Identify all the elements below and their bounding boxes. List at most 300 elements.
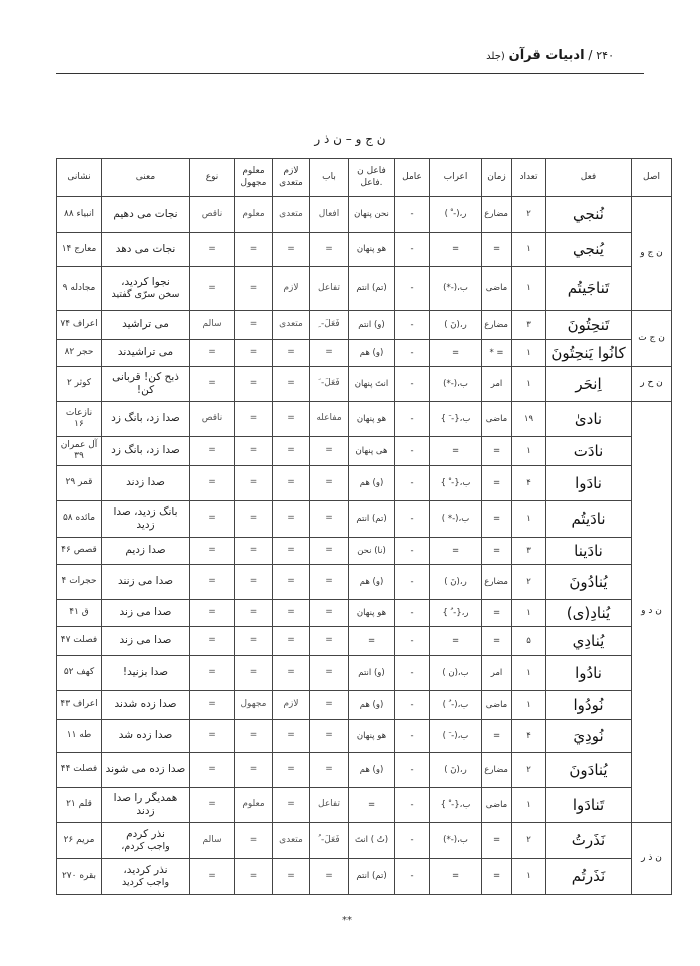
irab-cell: ب،{- ْ } [430, 788, 482, 823]
fail-cell: نحن پنهان [349, 197, 395, 233]
amel-cell: - [395, 753, 430, 788]
bab-cell: = [310, 466, 349, 501]
mana-cell: می تراشیدند [102, 340, 190, 367]
malum-cell: = [235, 267, 273, 311]
zaman-cell: ماضی [482, 402, 512, 437]
now-cell: ناقص [190, 197, 235, 233]
tedad-cell: ۱ [512, 656, 546, 691]
tedad-cell: ۱ [512, 340, 546, 367]
malum-cell: = [235, 402, 273, 437]
mana-cell: صدا می زنند [102, 565, 190, 600]
mana-cell: صدا می زند [102, 627, 190, 656]
header-malum: معلوم مجهول [235, 159, 273, 197]
zaman-cell: امر [482, 367, 512, 402]
amel-cell: - [395, 233, 430, 267]
amel-cell: - [395, 267, 430, 311]
now-cell: = [190, 340, 235, 367]
irab-cell: ب،(ن ) [430, 656, 482, 691]
irab-cell: ب،(-*) [430, 267, 482, 311]
header-tedad: تعداد [512, 159, 546, 197]
neshani-cell: کوثر ۲ [57, 367, 102, 402]
now-cell: سالم [190, 311, 235, 340]
book-title: ادبیات قرآن [508, 48, 585, 63]
lazem-cell: متعدی [273, 197, 310, 233]
bab-cell: = [310, 753, 349, 788]
table-row [57, 627, 672, 656]
amel-cell: - [395, 823, 430, 859]
mana-cell: صدا زده می شوند [102, 753, 190, 788]
neshani-cell: ق ۴۱ [57, 600, 102, 627]
table-row [57, 501, 672, 538]
tedad-cell: ۱ [512, 233, 546, 267]
amel-cell: - [395, 466, 430, 501]
bab-cell: فَعَلَ- َ [310, 367, 349, 402]
zaman-cell: ماضی [482, 691, 512, 720]
neshani-cell: طه ۱۱ [57, 720, 102, 753]
fail-cell: = [349, 788, 395, 823]
table-row [57, 437, 672, 466]
table-row [57, 538, 672, 565]
lazem-cell: متعدی [273, 311, 310, 340]
fail-cell: (و) هم [349, 753, 395, 788]
lazem-cell: = [273, 233, 310, 267]
tedad-cell: ۱ [512, 367, 546, 402]
amel-cell: - [395, 367, 430, 402]
lazem-cell: = [273, 501, 310, 538]
fail-cell: هو پنهان [349, 720, 395, 753]
irab-cell: = [430, 859, 482, 895]
header-amel: عامل [395, 159, 430, 197]
mana-cell: نجات می دهد [102, 233, 190, 267]
now-cell: = [190, 466, 235, 501]
amel-cell: - [395, 788, 430, 823]
amel-cell: - [395, 340, 430, 367]
malum-cell: معلوم [235, 197, 273, 233]
header-irab: اعراب [430, 159, 482, 197]
bab-cell: فَعَلَ- ُ [310, 823, 349, 859]
bab-cell: = [310, 233, 349, 267]
malum-cell: = [235, 565, 273, 600]
amel-cell: - [395, 600, 430, 627]
zaman-cell: = [482, 437, 512, 466]
lazem-cell: لازم [273, 691, 310, 720]
zaman-cell: ماضی [482, 267, 512, 311]
irab-cell: ب،(- ُ ) [430, 691, 482, 720]
mana-cell: بانگ زدید، صدا زدید [102, 501, 190, 538]
amel-cell: - [395, 859, 430, 895]
fail-cell: (تم) انتم [349, 859, 395, 895]
malum-cell: = [235, 340, 273, 367]
fil-cell: يُنادِ(ی) [546, 600, 632, 627]
now-cell: = [190, 233, 235, 267]
fail-cell: (و) هم [349, 466, 395, 501]
fail-cell: (و) هم [349, 691, 395, 720]
fil-cell: تَنحِتُونَ [546, 311, 632, 340]
tedad-cell: ۱ [512, 788, 546, 823]
irab-cell: ر،{- ُ } [430, 600, 482, 627]
malum-cell: = [235, 600, 273, 627]
fail-cell: (تم) انتم [349, 501, 395, 538]
tedad-cell: ۴ [512, 720, 546, 753]
neshani-cell: حجرات ۴ [57, 565, 102, 600]
meaning-sub: سخن سرّی گفتید [111, 289, 180, 301]
fail-cell: (و) انتم [349, 656, 395, 691]
malum-cell: معلوم [235, 788, 273, 823]
malum-cell: = [235, 538, 273, 565]
malum-cell: = [235, 466, 273, 501]
fil-cell: يُنادَونَ [546, 753, 632, 788]
table-row [57, 466, 672, 501]
amel-cell: - [395, 311, 430, 340]
fil-cell: نادَت [546, 437, 632, 466]
lazem-cell: = [273, 720, 310, 753]
running-head [486, 48, 614, 63]
zaman-cell: مضارع [482, 753, 512, 788]
zaman-cell: = [482, 501, 512, 538]
fail-cell: = [349, 627, 395, 656]
amel-cell: - [395, 437, 430, 466]
tedad-cell: ۵ [512, 627, 546, 656]
zaman-cell: = [482, 720, 512, 753]
zaman-cell: ماضی [482, 788, 512, 823]
table-row [57, 311, 672, 340]
now-cell: = [190, 437, 235, 466]
amel-cell: - [395, 197, 430, 233]
neshani-cell: مجادله ۹ [57, 267, 102, 311]
irab-cell: = [430, 340, 482, 367]
table-row [57, 656, 672, 691]
bab-cell: = [310, 340, 349, 367]
neshani-cell: مائده ۵۸ [57, 501, 102, 538]
tedad-cell: ۲ [512, 565, 546, 600]
amel-cell: - [395, 720, 430, 753]
tedad-cell: ۲ [512, 197, 546, 233]
mana-cell: می تراشید [102, 311, 190, 340]
fail-cell: (تم) انتم [349, 267, 395, 311]
lazem-cell: = [273, 565, 310, 600]
mana-cell: همدیگر را صدا زدند [102, 788, 190, 823]
neshani-cell: قلم ۲۱ [57, 788, 102, 823]
zaman-cell: = [482, 233, 512, 267]
now-cell: سالم [190, 823, 235, 859]
now-cell: ناقص [190, 402, 235, 437]
header-mana: معنی [102, 159, 190, 197]
fil-cell: نُنجي [546, 197, 632, 233]
amel-cell: - [395, 627, 430, 656]
zaman-cell: = [482, 600, 512, 627]
neshani-cell: فصلت ۴۷ [57, 627, 102, 656]
zaman-cell: = * [482, 340, 512, 367]
root-cell: ن ج و [632, 197, 672, 311]
tedad-cell: ۱۹ [512, 402, 546, 437]
mana-cell [102, 823, 190, 859]
irab-cell: = [430, 538, 482, 565]
meaning-sub: واجب کردم، [121, 841, 170, 853]
header-rule [56, 73, 644, 74]
malum-cell: مجهول [235, 691, 273, 720]
lazem-cell: = [273, 340, 310, 367]
now-cell: = [190, 788, 235, 823]
lazem-cell: = [273, 367, 310, 402]
table-row [57, 267, 672, 311]
now-cell: = [190, 367, 235, 402]
tedad-cell: ۱ [512, 600, 546, 627]
irab-cell: ر،(نَ ) [430, 311, 482, 340]
fil-cell: نُودِيَ [546, 720, 632, 753]
now-cell: = [190, 656, 235, 691]
mana-cell: صدا بزنید! [102, 656, 190, 691]
neshani-cell: کهف ۵۲ [57, 656, 102, 691]
verb-analysis-table [56, 158, 672, 895]
root-cell: ن د و [632, 402, 672, 823]
now-cell: = [190, 627, 235, 656]
lazem-cell: = [273, 753, 310, 788]
neshani-cell: معارج ۱۴ [57, 233, 102, 267]
zaman-cell: = [482, 859, 512, 895]
mana-cell: صدا زدیم [102, 538, 190, 565]
amel-cell: - [395, 538, 430, 565]
table-header-row [57, 159, 672, 197]
neshani-cell: آل عمران ۳۹ [57, 437, 102, 466]
zaman-cell: مضارع [482, 311, 512, 340]
tedad-cell: ۲ [512, 753, 546, 788]
now-cell: = [190, 501, 235, 538]
table-row [57, 367, 672, 402]
lazem-cell: = [273, 859, 310, 895]
malum-cell: = [235, 437, 273, 466]
running-head-separator: / [588, 48, 593, 62]
lazem-cell: = [273, 788, 310, 823]
header-fil: فعل [546, 159, 632, 197]
meaning-main: نذر کردم [126, 828, 165, 840]
irab-cell: = [430, 627, 482, 656]
page-number: ۲۴۰ [596, 49, 614, 62]
bab-cell: = [310, 437, 349, 466]
lazem-cell: = [273, 600, 310, 627]
fail-cell: (و) هم [349, 565, 395, 600]
section-title: ن ج و – ن ذ ر [314, 132, 386, 146]
tedad-cell: ۱ [512, 437, 546, 466]
irab-cell: = [430, 437, 482, 466]
irab-cell: ب،(- َ ) [430, 720, 482, 753]
bab-cell: فَعَلَ- ِ [310, 311, 349, 340]
now-cell: = [190, 565, 235, 600]
tedad-cell: ۴ [512, 466, 546, 501]
bab-cell: = [310, 501, 349, 538]
fil-cell: نَذَرتُم [546, 859, 632, 895]
fil-cell: اِنحَر [546, 367, 632, 402]
volume-label: (جلد [486, 51, 505, 62]
fil-cell: نادَيتُم [546, 501, 632, 538]
malum-cell: = [235, 656, 273, 691]
bab-cell: = [310, 691, 349, 720]
mana-cell [102, 267, 190, 311]
header-neshani: نشانی [57, 159, 102, 197]
neshani-cell: قمر ۲۹ [57, 466, 102, 501]
mana-cell: صدا زده شدند [102, 691, 190, 720]
bab-cell: تفاعل [310, 788, 349, 823]
now-cell: = [190, 267, 235, 311]
bab-cell: = [310, 600, 349, 627]
neshani-cell: اعراف ۴۳ [57, 691, 102, 720]
fil-cell: يُنادُونَ [546, 565, 632, 600]
neshani-cell: بقره ۲۷۰ [57, 859, 102, 895]
bab-cell: = [310, 565, 349, 600]
bab-cell: = [310, 627, 349, 656]
tedad-cell: ۳ [512, 311, 546, 340]
header-zaman: زمان [482, 159, 512, 197]
mana-cell: نجات می دهیم [102, 197, 190, 233]
amel-cell: - [395, 656, 430, 691]
fil-cell: كانُوا يَنحِتُونَ [546, 340, 632, 367]
table-row [57, 565, 672, 600]
lazem-cell: لازم [273, 267, 310, 311]
mana-cell: صدا می زند [102, 600, 190, 627]
neshani-cell: نازعات ۱۶ [57, 402, 102, 437]
tedad-cell: ۱ [512, 691, 546, 720]
amel-cell: - [395, 691, 430, 720]
zaman-cell: = [482, 627, 512, 656]
malum-cell: = [235, 233, 273, 267]
bab-cell: = [310, 720, 349, 753]
now-cell: = [190, 859, 235, 895]
table-row [57, 788, 672, 823]
irab-cell: = [430, 233, 482, 267]
malum-cell: = [235, 720, 273, 753]
lazem-cell: = [273, 466, 310, 501]
table-row [57, 233, 672, 267]
mana-cell: صدا زد، بانگ زد [102, 402, 190, 437]
neshani-cell: فصلت ۴۴ [57, 753, 102, 788]
irab-cell: ب،{- ْ } [430, 466, 482, 501]
bab-cell: تفاعل [310, 267, 349, 311]
bab-cell: = [310, 859, 349, 895]
meaning-main: نجوا کردید، [121, 276, 170, 288]
lazem-cell: = [273, 437, 310, 466]
fail-cell: (تُ ) انتَ [349, 823, 395, 859]
table-row [57, 691, 672, 720]
header-asl: اصل [632, 159, 672, 197]
fil-cell: يُنجي [546, 233, 632, 267]
fil-cell: نادُوا [546, 656, 632, 691]
header-now: نوع [190, 159, 235, 197]
irab-cell: ب،(-*) [430, 823, 482, 859]
root-cell: ن ج ت [632, 311, 672, 367]
fil-cell: نادَينا [546, 538, 632, 565]
malum-cell: = [235, 367, 273, 402]
now-cell: = [190, 753, 235, 788]
malum-cell: = [235, 859, 273, 895]
amel-cell: - [395, 501, 430, 538]
irab-cell: ر،(نَ ) [430, 565, 482, 600]
fail-cell: انتَ پنهان [349, 367, 395, 402]
tedad-cell: ۱ [512, 267, 546, 311]
fail-cell: هو پنهان [349, 233, 395, 267]
malum-cell: = [235, 823, 273, 859]
neshani-cell: مریم ۲۶ [57, 823, 102, 859]
lazem-cell: = [273, 656, 310, 691]
meaning-sub: واجب کردید [121, 877, 170, 889]
mana-cell [102, 859, 190, 895]
now-cell: = [190, 691, 235, 720]
amel-cell: - [395, 565, 430, 600]
malum-cell: = [235, 311, 273, 340]
zaman-cell: = [482, 466, 512, 501]
fail-cell: (و) هم [349, 340, 395, 367]
zaman-cell: = [482, 538, 512, 565]
table-row [57, 600, 672, 627]
bab-cell: = [310, 538, 349, 565]
zaman-cell: امر [482, 656, 512, 691]
bab-cell: افعال [310, 197, 349, 233]
neshani-cell: اعراف ۷۴ [57, 311, 102, 340]
bab-cell: مفاعله [310, 402, 349, 437]
mana-cell: صدا زده شد [102, 720, 190, 753]
neshani-cell: انبیاء ۸۸ [57, 197, 102, 233]
irab-cell: ر،(نَ ) [430, 753, 482, 788]
bab-cell: = [310, 656, 349, 691]
irab-cell: ب،{- َ } [430, 402, 482, 437]
table-row [57, 859, 672, 895]
irab-cell: ب،(-*) [430, 367, 482, 402]
root-cell: ن ح ر [632, 367, 672, 402]
lazem-cell: = [273, 627, 310, 656]
tedad-cell: ۲ [512, 823, 546, 859]
footer-mark: ** [342, 915, 352, 926]
table-row [57, 197, 672, 233]
meaning-main: نذر کردید، [123, 864, 168, 876]
fil-cell: نُودُوا [546, 691, 632, 720]
table-row [57, 402, 672, 437]
table-row [57, 720, 672, 753]
neshani-cell: قصص ۴۶ [57, 538, 102, 565]
fail-cell: هی پنهان [349, 437, 395, 466]
fail-cell: (نا) نحن [349, 538, 395, 565]
root-cell: ن ذ ر [632, 823, 672, 895]
tedad-cell: ۱ [512, 859, 546, 895]
malum-cell: = [235, 501, 273, 538]
header-fail: فاعل ن .فاعل [349, 159, 395, 197]
table-row [57, 340, 672, 367]
mana-cell: صدا زدند [102, 466, 190, 501]
irab-cell: ر،(- ْ ) [430, 197, 482, 233]
header-lazem: لازم متعدی [273, 159, 310, 197]
mana-cell: ذبح کن! قربانی کن! [102, 367, 190, 402]
fil-cell: نَذَرتُ [546, 823, 632, 859]
mana-cell: صدا زد، بانگ زد [102, 437, 190, 466]
amel-cell: - [395, 402, 430, 437]
fil-cell: يُنادِي [546, 627, 632, 656]
fil-cell: نادَوا [546, 466, 632, 501]
fil-cell: تَنادَوا [546, 788, 632, 823]
fail-cell: هو پنهان [349, 600, 395, 627]
table-row [57, 753, 672, 788]
irab-cell: ب،(-* ) [430, 501, 482, 538]
zaman-cell: = [482, 823, 512, 859]
lazem-cell: متعدی [273, 823, 310, 859]
table-row [57, 823, 672, 859]
lazem-cell: = [273, 402, 310, 437]
fail-cell: هو پنهان [349, 402, 395, 437]
fail-cell: (و) انتم [349, 311, 395, 340]
malum-cell: = [235, 753, 273, 788]
zaman-cell: مضارع [482, 565, 512, 600]
tedad-cell: ۱ [512, 501, 546, 538]
neshani-cell: حجر ۸۲ [57, 340, 102, 367]
now-cell: = [190, 600, 235, 627]
now-cell: = [190, 720, 235, 753]
fil-cell: تَناجَيتُم [546, 267, 632, 311]
